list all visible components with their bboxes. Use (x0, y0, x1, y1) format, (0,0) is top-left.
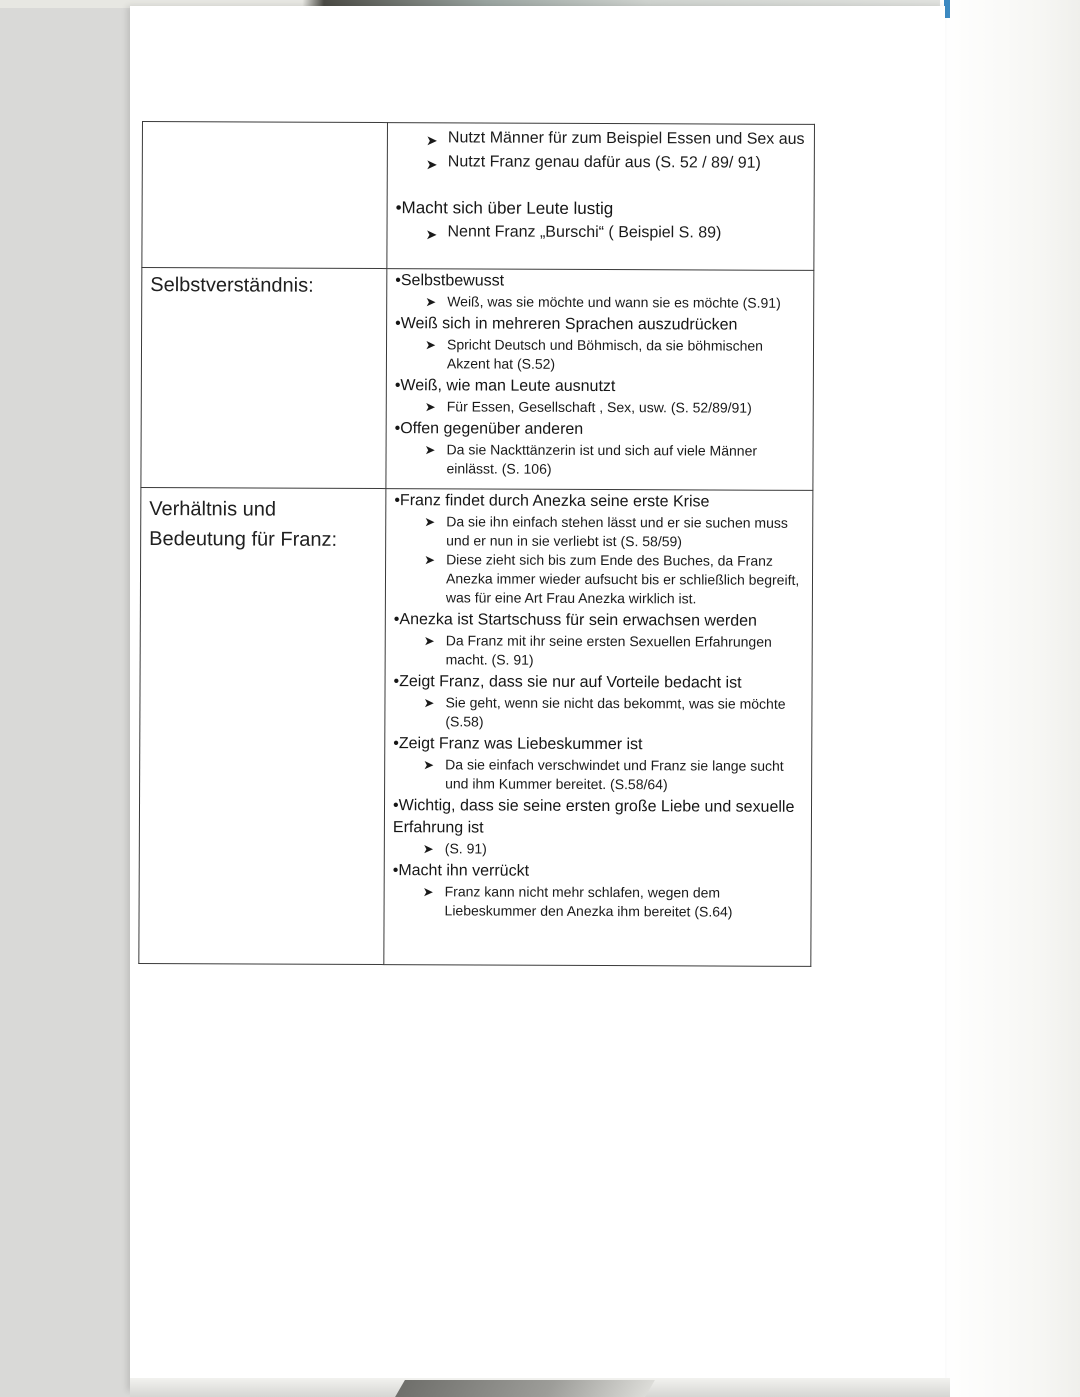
background-page-right (940, 0, 1080, 1397)
row-content-cell (387, 123, 815, 271)
list-item: ➤ Für Essen, Gesellschaft , Sex, usw. (S. 52/89/91) (424, 398, 752, 416)
row-content-cell (384, 489, 813, 967)
row-label-cell (139, 487, 386, 964)
list-item: ➤ Weiß, was sie möchte und wann sie es möchte (S.91) (425, 293, 781, 311)
arrow-bullet-icon: ➤ (423, 757, 435, 773)
row-label-cell (142, 122, 388, 269)
arrow-bullet-icon: ➤ (425, 226, 438, 243)
arrow-bullet-icon: ➤ (422, 884, 434, 900)
row-content (384, 489, 812, 928)
list-item: ➤ Da Franz mit ihr seine ersten Sexuellen Erfahrungen macht. (S. 91) (423, 632, 772, 668)
row-label-cell (141, 268, 387, 489)
list-item: •Macht ihn verrückt (392, 862, 530, 880)
list-item: ➤ Nutzt Franz genau dafür aus (S. 52 / 89/ 91) (396, 150, 808, 176)
row-label: Selbstverständnis: (150, 274, 314, 297)
arrow-bullet-icon: ➤ (424, 514, 436, 530)
arrow-bullet-icon: ➤ (424, 442, 436, 458)
arrow-bullet-icon: ➤ (424, 337, 436, 353)
list-item: ➤ Nennt Franz „Burschi“ ( Beispiel S. 89) (395, 220, 807, 246)
arrow-bullet-icon: ➤ (425, 156, 438, 173)
list-item: ➤ Franz kann nicht mehr schlafen, wegen dem Liebeskummer den Anezka ihm bereitet (S.64) (422, 883, 733, 920)
list-item: •Selbstbewusst (395, 272, 505, 290)
list-item: •Offen gegenüber anderen (394, 420, 584, 438)
spacer (396, 174, 808, 198)
arrow-bullet-icon: ➤ (425, 132, 438, 149)
list-item: •Weiß, wie man Leute ausnutzt (394, 377, 616, 396)
list-item: •Franz findet durch Anezka seine erste Krise (394, 492, 710, 511)
list-item: ➤ Sie geht, wenn sie nicht das bekommt, was sie möchte (S.58) (423, 694, 786, 730)
list-item: •Macht sich über Leute lustig (395, 198, 614, 219)
table-row (142, 122, 815, 271)
row-content (387, 123, 814, 252)
list-item: •Zeigt Franz, dass sie nur auf Vorteile bedacht ist (393, 673, 742, 692)
arrow-bullet-icon: ➤ (423, 695, 435, 711)
table-row (141, 268, 814, 491)
list-item: ➤ Spricht Deutsch und Böhmisch, da sie böhmischen Akzent hat (S.52) (424, 336, 764, 372)
list-item: •Zeigt Franz was Liebeskummer ist (393, 735, 643, 754)
list-item: ➤ (S. 91) (422, 840, 487, 857)
list-item: ➤ Da sie Nackttänzerin ist und sich auf viele Männer einlässt. (S. 106) (424, 441, 758, 477)
row-label (143, 122, 387, 129)
arrow-bullet-icon: ➤ (425, 294, 437, 310)
row-content-cell (386, 269, 814, 491)
table-row (139, 487, 813, 966)
list-item: ➤ Diese zieht sich bis zum Ende des Buches, da Franz Anezka immer wieder aufsucht bis er schließlich begreift, was für eine Art Frau Anezka wirklich ist. (424, 551, 800, 607)
list-item: •Wichtig, dass sie seine ersten große Liebe und sexuelle Erfahrung ist (392, 797, 795, 837)
row-label: Verhältnis und Bedeutung für Franz: (149, 498, 338, 551)
bottom-shadow-sliver (395, 1380, 655, 1397)
list-item: ➤ Nutzt Männer für zum Beispiel Essen und Sex aus (396, 126, 808, 152)
list-item: •Weiß sich in mehreren Sprachen auszudrücken (395, 315, 738, 334)
arrow-bullet-icon: ➤ (424, 552, 436, 568)
character-table (138, 121, 815, 967)
row-content (386, 269, 813, 486)
list-item: •Anezka ist Startschuss für sein erwachsen werden (393, 611, 757, 630)
arrow-bullet-icon: ➤ (422, 841, 434, 857)
list-item: ➤ Da sie ihn einfach stehen lässt und er sie suchen muss und er nun in sie verliebt ist (S. 58/59) (424, 513, 788, 550)
list-item: ➤ Da sie einfach verschwindet und Franz sie lange sucht und ihm Kummer bereitet. (S.58/64) (423, 756, 784, 793)
arrow-bullet-icon: ➤ (423, 633, 435, 649)
arrow-bullet-icon: ➤ (424, 399, 436, 415)
